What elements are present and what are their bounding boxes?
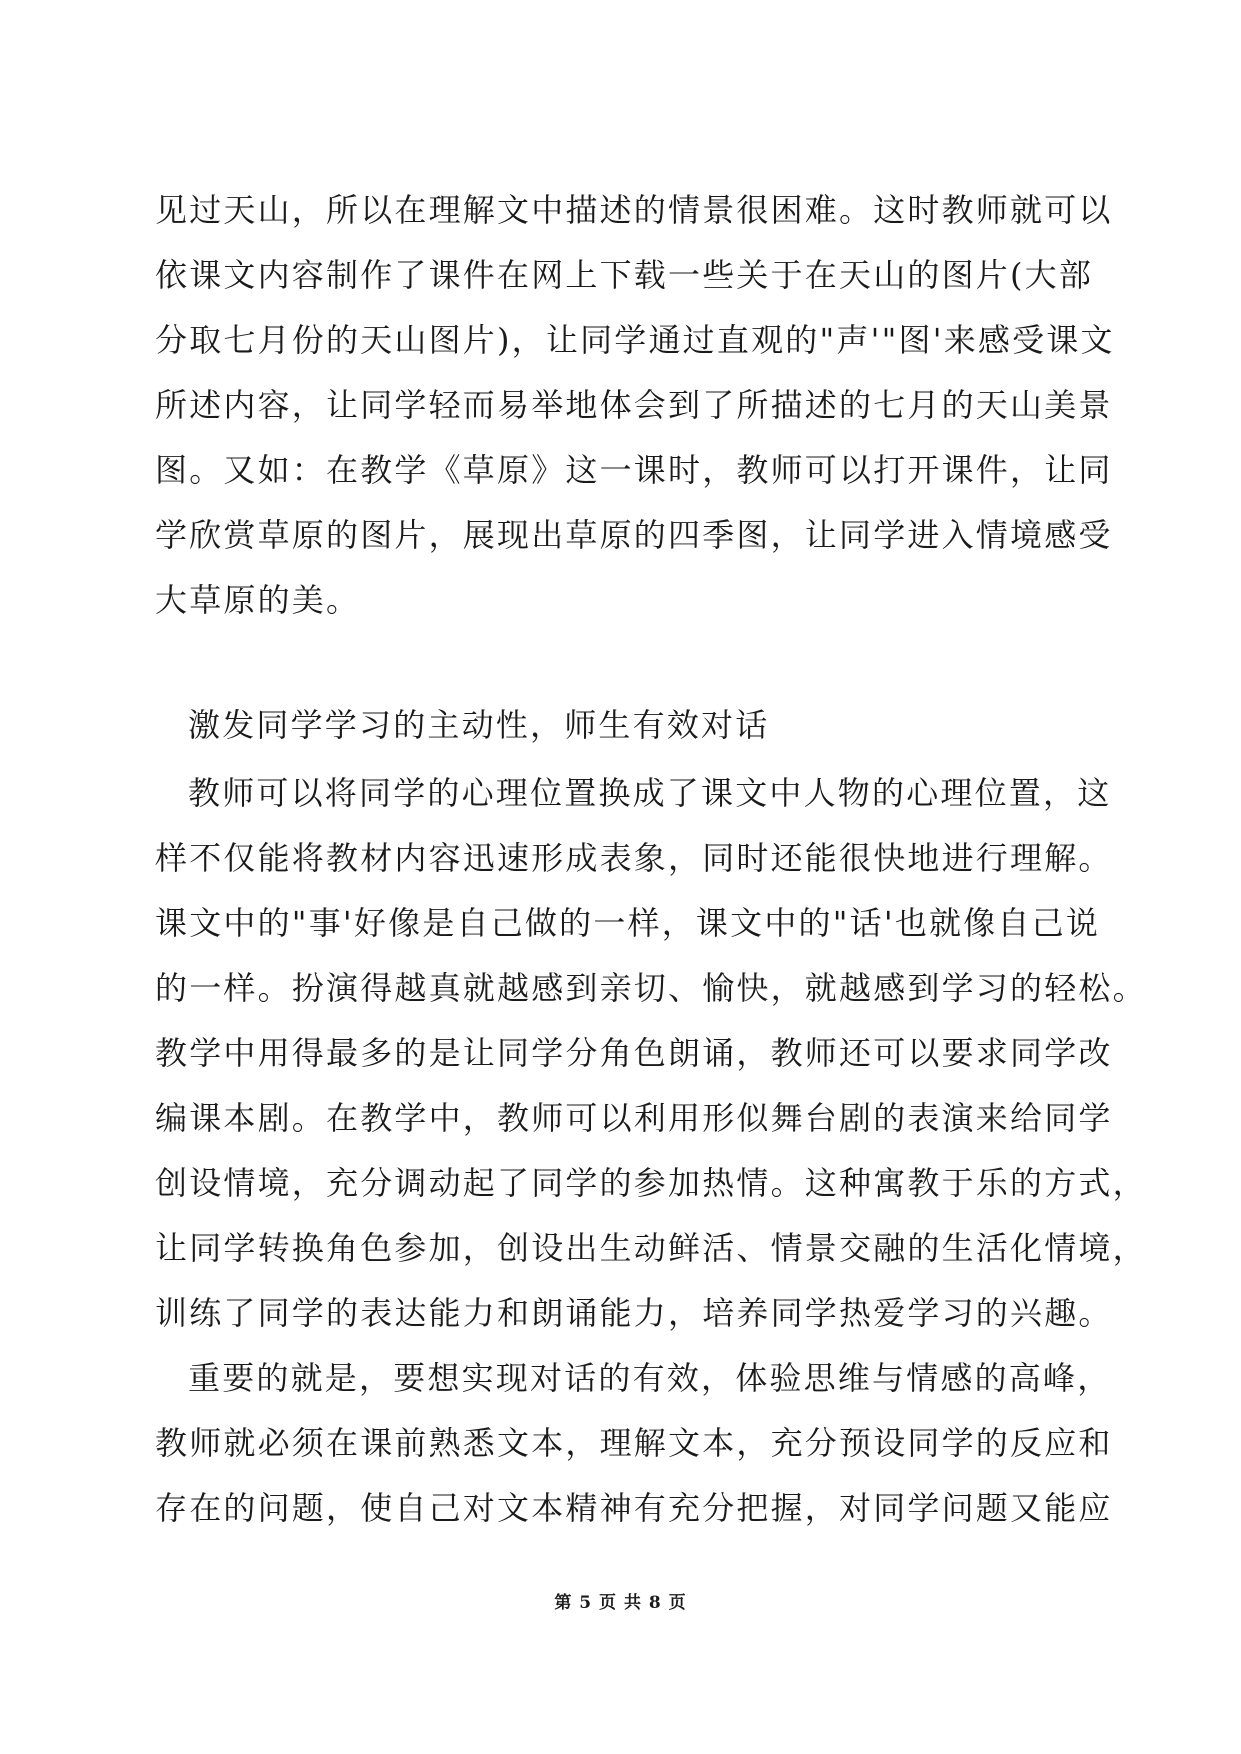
paragraph-1-line-5: 图。又如：在教学《草原》这一课时，教师可以打开课件，让同 (155, 451, 1113, 489)
paragraph-2-line-4: 的一样。扮演得越真就越感到亲切、愉快，就越感到学习的轻松。 (155, 969, 1147, 1007)
paragraph-1-line-1: 见过天山，所以在理解文中描述的情景很困难。这时教师就可以 (155, 191, 1113, 229)
paragraph-1-line-3: 分取七月份的天山图片)，让同学通过直观的"声'"图'来感受课文 (155, 321, 1115, 359)
paragraph-3-line-2: 教师就必须在课前熟悉文本，理解文本，充分预设同学的反应和 (155, 1424, 1113, 1462)
paragraph-2-line-7: 创设情境，充分调动起了同学的参加热情。这种寓教于乐的方式， (155, 1164, 1147, 1202)
paragraph-1-line-2: 依课文内容制作了课件在网上下载一些关于在天山的图片(大部 (155, 256, 1094, 294)
paragraph-2-line-3: 课文中的"事'好像是自己做的一样，课文中的"话'也就像自己说 (155, 904, 1101, 942)
paragraph-3-line-1: 重要的就是，要想实现对话的有效，体验思维与情感的高峰， (188, 1359, 1112, 1397)
paragraph-2-line-5: 教学中用得最多的是让同学分角色朗诵，教师还可以要求同学改 (155, 1034, 1113, 1072)
paragraph-1-line-4: 所述内容，让同学轻而易举地体会到了所描述的七月的天山美景 (155, 386, 1113, 424)
paragraph-1-line-7: 大草原的美。 (155, 581, 361, 619)
paragraph-3-line-3: 存在的问题，使自己对文本精神有充分把握，对同学问题又能应 (155, 1489, 1113, 1527)
paragraph-2-line-2: 样不仅能将教材内容迅速形成表象，同时还能很快地进行理解。 (155, 839, 1113, 877)
paragraph-2-line-6: 编课本剧。在教学中，教师可以利用形似舞台剧的表演来给同学 (155, 1099, 1113, 1137)
section-heading: 激发同学学习的主动性，师生有效对话 (188, 706, 770, 744)
paragraph-2-line-1: 教师可以将同学的心理位置换成了课文中人物的心理位置，这 (188, 774, 1112, 812)
paragraph-2-line-9: 训练了同学的表达能力和朗诵能力，培养同学热爱学习的兴趣。 (155, 1294, 1113, 1332)
page-number-footer: 第 5 页 共 8 页 (554, 1593, 687, 1613)
paragraph-1-line-6: 学欣赏草原的图片，展现出草原的四季图，让同学进入情境感受 (155, 516, 1113, 554)
paragraph-2-line-8: 让同学转换角色参加，创设出生动鲜活、情景交融的生活化情境， (155, 1229, 1147, 1267)
